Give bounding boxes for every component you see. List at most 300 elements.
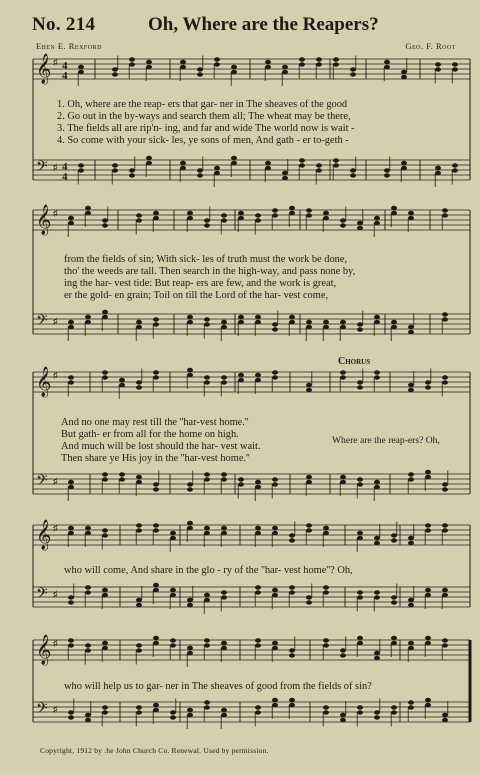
note-head bbox=[316, 168, 322, 172]
note-head bbox=[374, 315, 380, 319]
note-head bbox=[170, 710, 176, 714]
note-head bbox=[204, 472, 210, 476]
note-head bbox=[333, 163, 339, 167]
note-head bbox=[85, 211, 91, 215]
note-head bbox=[102, 533, 108, 537]
note-head bbox=[187, 482, 193, 486]
note-head bbox=[180, 60, 186, 64]
note-head bbox=[323, 526, 329, 530]
note-head bbox=[153, 322, 159, 326]
note-head bbox=[408, 541, 414, 545]
note-head bbox=[170, 531, 176, 535]
note-head bbox=[357, 477, 363, 481]
note-head bbox=[306, 600, 312, 604]
note-head bbox=[306, 383, 312, 387]
note-head bbox=[289, 653, 295, 657]
note-head bbox=[238, 211, 244, 215]
note-head bbox=[425, 380, 431, 384]
note-head bbox=[340, 223, 346, 227]
note-head bbox=[136, 218, 142, 222]
note-head bbox=[204, 317, 210, 321]
time-signature: 4 bbox=[62, 60, 68, 72]
note-head bbox=[187, 708, 193, 712]
note-head bbox=[452, 67, 458, 71]
note-head bbox=[255, 213, 261, 217]
note-head bbox=[112, 72, 118, 76]
note-head bbox=[289, 320, 295, 324]
note-head bbox=[136, 523, 142, 527]
note-head bbox=[153, 708, 159, 712]
note-head bbox=[129, 62, 135, 66]
note-head bbox=[272, 641, 278, 645]
note-head bbox=[306, 208, 312, 212]
note-head bbox=[340, 218, 346, 222]
note-head bbox=[68, 531, 74, 535]
note-head bbox=[153, 528, 159, 532]
note-head bbox=[442, 317, 448, 321]
note-head bbox=[272, 208, 278, 212]
note-head bbox=[102, 315, 108, 319]
note-head bbox=[146, 161, 152, 165]
note-head bbox=[68, 485, 74, 489]
note-head bbox=[350, 72, 356, 76]
note-head bbox=[333, 62, 339, 66]
note-head bbox=[357, 705, 363, 709]
bass-clef: 𝄢 bbox=[36, 312, 48, 333]
note-head bbox=[323, 325, 329, 329]
note-head bbox=[374, 375, 380, 379]
note-head bbox=[136, 213, 142, 217]
note-head bbox=[442, 375, 448, 379]
note-head bbox=[306, 388, 312, 392]
note-head bbox=[78, 70, 84, 74]
note-head bbox=[442, 312, 448, 316]
note-head bbox=[374, 480, 380, 484]
note-head bbox=[238, 320, 244, 324]
note-head bbox=[306, 475, 312, 479]
note-head bbox=[350, 168, 356, 172]
note-head bbox=[255, 315, 261, 319]
note-head bbox=[238, 482, 244, 486]
note-head bbox=[102, 641, 108, 645]
lyric-line: 3. The fields all are rip'n- ing, and far and wide The world now is wait - bbox=[57, 123, 355, 134]
note-head bbox=[272, 370, 278, 374]
note-head bbox=[102, 472, 108, 476]
note-head bbox=[323, 531, 329, 535]
note-head bbox=[85, 648, 91, 652]
note-head bbox=[323, 320, 329, 324]
note-head bbox=[374, 715, 380, 719]
note-head bbox=[187, 598, 193, 602]
note-head bbox=[68, 320, 74, 324]
note-head bbox=[265, 161, 271, 165]
key-signature-sharp: ♯ bbox=[53, 316, 58, 326]
note-head bbox=[136, 648, 142, 652]
note-head bbox=[238, 373, 244, 377]
note-head bbox=[102, 477, 108, 481]
note-head bbox=[425, 528, 431, 532]
note-head bbox=[357, 710, 363, 714]
note-head bbox=[340, 480, 346, 484]
note-head bbox=[289, 585, 295, 589]
note-head bbox=[221, 526, 227, 530]
note-head bbox=[316, 163, 322, 167]
note-head bbox=[384, 60, 390, 64]
note-head bbox=[102, 710, 108, 714]
note-head bbox=[112, 67, 118, 71]
note-head bbox=[425, 385, 431, 389]
note-head bbox=[204, 593, 210, 597]
note-head bbox=[204, 531, 210, 535]
note-head bbox=[408, 477, 414, 481]
note-head bbox=[153, 216, 159, 220]
note-head bbox=[68, 600, 74, 604]
note-head bbox=[102, 370, 108, 374]
note-head bbox=[272, 531, 278, 535]
note-head bbox=[374, 536, 380, 540]
bass-clef: 𝄢 bbox=[36, 472, 48, 493]
note-head bbox=[221, 646, 227, 650]
note-head bbox=[401, 166, 407, 170]
note-head bbox=[214, 57, 220, 61]
note-head bbox=[204, 322, 210, 326]
note-head bbox=[452, 62, 458, 66]
composer-credit: Geo. F. Root bbox=[405, 41, 456, 51]
note-head bbox=[384, 168, 390, 172]
bass-clef: 𝄢 bbox=[36, 585, 48, 606]
note-head bbox=[204, 700, 210, 704]
key-signature-sharp: ♯ bbox=[53, 638, 58, 648]
note-head bbox=[197, 72, 203, 76]
note-head bbox=[85, 526, 91, 530]
note-head bbox=[391, 600, 397, 604]
note-head bbox=[221, 325, 227, 329]
note-head bbox=[391, 705, 397, 709]
key-signature-sharp: ♯ bbox=[53, 523, 58, 533]
treble-clef: 𝄞 bbox=[36, 635, 52, 665]
note-head bbox=[340, 375, 346, 379]
note-head bbox=[85, 713, 91, 717]
note-head bbox=[238, 477, 244, 481]
note-head bbox=[340, 713, 346, 717]
note-head bbox=[221, 590, 227, 594]
note-head bbox=[231, 156, 237, 160]
note-head bbox=[374, 320, 380, 324]
key-signature-sharp: ♯ bbox=[53, 704, 58, 714]
note-head bbox=[255, 710, 261, 714]
note-head bbox=[299, 163, 305, 167]
note-head bbox=[289, 206, 295, 210]
note-head bbox=[425, 636, 431, 640]
note-head bbox=[323, 643, 329, 647]
note-head bbox=[85, 718, 91, 722]
note-head bbox=[401, 161, 407, 165]
note-head bbox=[102, 593, 108, 597]
note-head bbox=[119, 378, 125, 382]
note-head bbox=[272, 646, 278, 650]
key-signature-sharp: ♯ bbox=[53, 57, 58, 67]
note-head bbox=[340, 653, 346, 657]
note-head bbox=[289, 648, 295, 652]
note-head bbox=[136, 528, 142, 532]
note-head bbox=[357, 322, 363, 326]
key-signature-sharp: ♯ bbox=[53, 370, 58, 380]
note-head bbox=[289, 533, 295, 537]
note-head bbox=[374, 656, 380, 660]
note-head bbox=[180, 166, 186, 170]
note-head bbox=[374, 221, 380, 225]
note-head bbox=[136, 480, 142, 484]
note-head bbox=[265, 65, 271, 69]
note-head bbox=[170, 638, 176, 642]
note-head bbox=[153, 583, 159, 587]
note-head bbox=[442, 638, 448, 642]
hymn-title: Oh, Where are the Reapers? bbox=[148, 14, 379, 35]
note-head bbox=[289, 211, 295, 215]
note-head bbox=[425, 470, 431, 474]
lyric-line: 2. Go out in the by-ways and search them all; The wheat may be there, bbox=[57, 111, 351, 122]
note-head bbox=[68, 375, 74, 379]
note-head bbox=[391, 641, 397, 645]
note-head bbox=[102, 528, 108, 532]
note-head bbox=[153, 375, 159, 379]
note-head bbox=[68, 595, 74, 599]
note-head bbox=[272, 526, 278, 530]
note-head bbox=[408, 598, 414, 602]
note-head bbox=[170, 643, 176, 647]
key-signature-sharp: ♯ bbox=[53, 162, 58, 172]
note-head bbox=[425, 703, 431, 707]
note-head bbox=[255, 705, 261, 709]
note-head bbox=[153, 703, 159, 707]
note-head bbox=[221, 213, 227, 217]
treble-clef: 𝄞 bbox=[36, 54, 52, 84]
note-head bbox=[204, 477, 210, 481]
note-head bbox=[102, 705, 108, 709]
note-head bbox=[255, 531, 261, 535]
note-head bbox=[187, 526, 193, 530]
note-head bbox=[221, 320, 227, 324]
note-head bbox=[119, 383, 125, 387]
time-signature: 4 bbox=[62, 171, 68, 183]
note-head bbox=[136, 380, 142, 384]
lyric-line: from the fields of sin; With sick- les of truth must the work be done, bbox=[64, 254, 348, 265]
note-head bbox=[374, 541, 380, 545]
note-head bbox=[374, 590, 380, 594]
note-head bbox=[408, 536, 414, 540]
note-head bbox=[136, 325, 142, 329]
note-head bbox=[204, 598, 210, 602]
note-head bbox=[272, 327, 278, 331]
note-head bbox=[435, 166, 441, 170]
note-head bbox=[68, 715, 74, 719]
treble-clef: 𝄞 bbox=[36, 520, 52, 550]
note-head bbox=[204, 705, 210, 709]
note-head bbox=[68, 221, 74, 225]
note-head bbox=[255, 485, 261, 489]
note-head bbox=[78, 168, 84, 172]
lyric-line: And no one may rest till the ''har-vest home.'' bbox=[61, 417, 249, 428]
note-head bbox=[153, 482, 159, 486]
note-head bbox=[187, 320, 193, 324]
note-head bbox=[272, 703, 278, 707]
note-head bbox=[265, 60, 271, 64]
note-head bbox=[136, 705, 142, 709]
note-head bbox=[102, 218, 108, 222]
lyric-line: who will help us to gar- ner in The sheaves of good from the fields of sin? bbox=[64, 681, 372, 692]
note-head bbox=[119, 477, 125, 481]
note-head bbox=[374, 370, 380, 374]
note-head bbox=[350, 173, 356, 177]
time-signature: 4 bbox=[62, 161, 68, 173]
note-head bbox=[435, 67, 441, 71]
chorus-label: Chorus bbox=[338, 356, 371, 367]
note-head bbox=[323, 585, 329, 589]
note-head bbox=[306, 595, 312, 599]
note-head bbox=[391, 538, 397, 542]
note-head bbox=[299, 158, 305, 162]
note-head bbox=[68, 643, 74, 647]
note-head bbox=[391, 206, 397, 210]
note-head bbox=[282, 65, 288, 69]
note-head bbox=[231, 65, 237, 69]
note-head bbox=[197, 67, 203, 71]
note-head bbox=[333, 158, 339, 162]
note-head bbox=[340, 325, 346, 329]
note-head bbox=[170, 588, 176, 592]
note-head bbox=[442, 643, 448, 647]
note-head bbox=[255, 320, 261, 324]
note-head bbox=[357, 636, 363, 640]
key-signature-sharp: ♯ bbox=[53, 208, 58, 218]
note-head bbox=[435, 62, 441, 66]
note-head bbox=[408, 211, 414, 215]
note-head bbox=[408, 388, 414, 392]
note-head bbox=[204, 643, 210, 647]
note-head bbox=[306, 213, 312, 217]
note-head bbox=[68, 380, 74, 384]
lyric-line: But gath- er from all for the home on high. bbox=[61, 429, 239, 440]
treble-clef: 𝄞 bbox=[36, 367, 52, 397]
note-head bbox=[435, 171, 441, 175]
note-head bbox=[306, 480, 312, 484]
note-head bbox=[153, 588, 159, 592]
note-head bbox=[180, 65, 186, 69]
note-head bbox=[170, 715, 176, 719]
note-head bbox=[452, 168, 458, 172]
note-head bbox=[391, 211, 397, 215]
treble-clef: 𝄞 bbox=[36, 205, 52, 235]
note-head bbox=[425, 588, 431, 592]
note-head bbox=[357, 221, 363, 225]
note-head bbox=[408, 330, 414, 334]
note-head bbox=[357, 327, 363, 331]
note-head bbox=[374, 485, 380, 489]
note-head bbox=[129, 173, 135, 177]
note-head bbox=[282, 176, 288, 180]
note-head bbox=[357, 641, 363, 645]
note-head bbox=[231, 70, 237, 74]
note-head bbox=[357, 595, 363, 599]
lyric-line: Then share ye His joy in the ''har-vest home.'' bbox=[61, 453, 250, 464]
lyricist-credit: Eben E. Rexford bbox=[36, 41, 102, 51]
note-head bbox=[306, 528, 312, 532]
note-head bbox=[85, 315, 91, 319]
note-head bbox=[255, 590, 261, 594]
note-head bbox=[408, 700, 414, 704]
note-head bbox=[425, 593, 431, 597]
note-head bbox=[289, 590, 295, 594]
key-signature-sharp: ♯ bbox=[53, 589, 58, 599]
note-head bbox=[323, 705, 329, 709]
note-head bbox=[214, 166, 220, 170]
note-head bbox=[153, 370, 159, 374]
note-head bbox=[204, 638, 210, 642]
note-head bbox=[187, 211, 193, 215]
note-head bbox=[374, 651, 380, 655]
note-head bbox=[299, 62, 305, 66]
note-head bbox=[282, 171, 288, 175]
note-head bbox=[187, 487, 193, 491]
note-head bbox=[221, 595, 227, 599]
note-head bbox=[221, 641, 227, 645]
note-head bbox=[289, 698, 295, 702]
note-head bbox=[282, 70, 288, 74]
bass-clef: 𝄢 bbox=[36, 158, 48, 179]
note-head bbox=[391, 595, 397, 599]
note-head bbox=[231, 161, 237, 165]
note-head bbox=[255, 218, 261, 222]
note-head bbox=[374, 216, 380, 220]
lyric-line: who will come, And share in the glo - ry of the ''har- vest home''? Oh, bbox=[64, 565, 353, 576]
note-head bbox=[136, 603, 142, 607]
note-head bbox=[187, 603, 193, 607]
note-head bbox=[187, 216, 193, 220]
note-head bbox=[136, 710, 142, 714]
note-head bbox=[391, 710, 397, 714]
note-head bbox=[272, 588, 278, 592]
bass-clef: 𝄢 bbox=[36, 700, 48, 721]
note-head bbox=[357, 380, 363, 384]
note-head bbox=[452, 163, 458, 167]
note-head bbox=[221, 477, 227, 481]
note-head bbox=[306, 325, 312, 329]
note-head bbox=[221, 713, 227, 717]
note-head bbox=[68, 710, 74, 714]
note-head bbox=[357, 385, 363, 389]
note-head bbox=[340, 475, 346, 479]
note-head bbox=[425, 641, 431, 645]
note-head bbox=[442, 482, 448, 486]
key-signature-sharp: ♯ bbox=[53, 476, 58, 486]
note-head bbox=[384, 173, 390, 177]
lyric-line: ing the har- vest tide: But reap- ers are few, and the work is great, bbox=[64, 278, 337, 289]
note-head bbox=[442, 593, 448, 597]
note-head bbox=[187, 646, 193, 650]
note-head bbox=[442, 380, 448, 384]
note-head bbox=[272, 213, 278, 217]
note-head bbox=[170, 593, 176, 597]
note-head bbox=[153, 487, 159, 491]
note-head bbox=[442, 523, 448, 527]
note-head bbox=[153, 211, 159, 215]
note-head bbox=[408, 472, 414, 476]
note-head bbox=[323, 211, 329, 215]
note-head bbox=[255, 373, 261, 377]
note-head bbox=[153, 317, 159, 321]
copyright-notice: Copyright, 1912 by .he John Church Co. Renewal. Used by permission. bbox=[40, 746, 269, 755]
note-head bbox=[85, 206, 91, 210]
